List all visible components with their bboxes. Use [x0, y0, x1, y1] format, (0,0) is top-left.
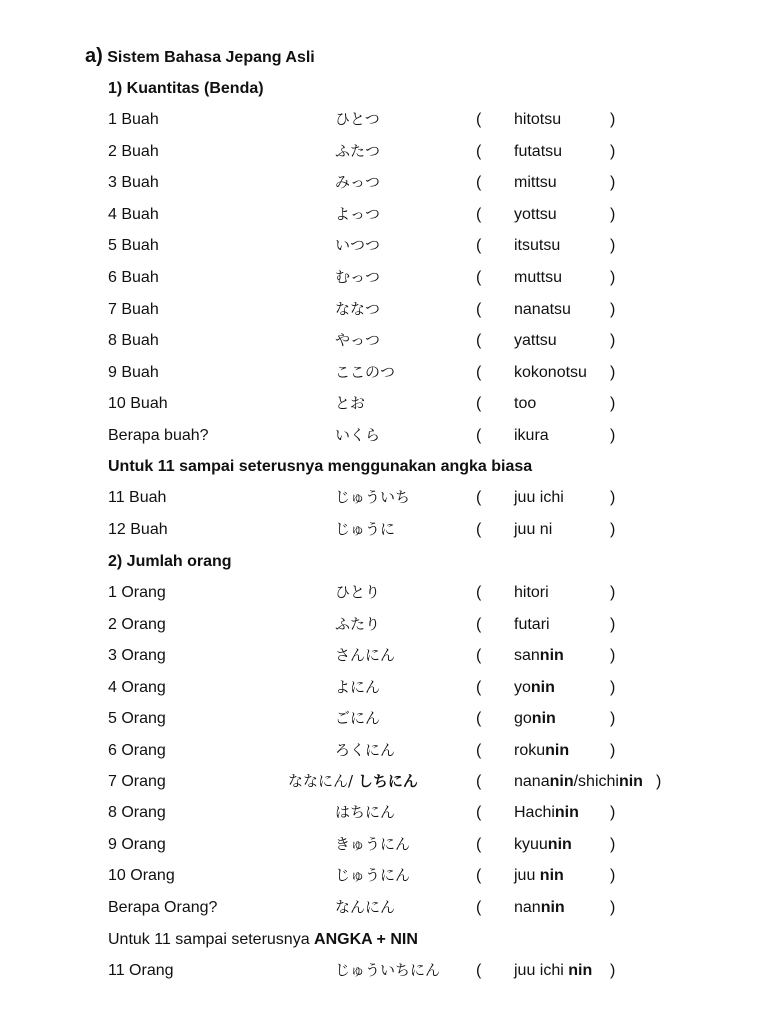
close-paren: ) [610, 395, 616, 413]
romaji-part: nana [514, 773, 550, 790]
table-row [0, 672, 768, 703]
row-kana [288, 766, 418, 797]
close-paren: ) [610, 205, 616, 223]
row-label: 11 Orang [108, 962, 174, 979]
row-kana: みっつ [335, 173, 381, 192]
open-paren: ( [476, 962, 482, 979]
row-romaji [514, 860, 564, 891]
row-label: 1 Buah [108, 111, 159, 128]
row-label: 10 Orang [108, 867, 175, 885]
open-paren: ( [476, 205, 482, 223]
close-paren: ) [610, 647, 616, 665]
table-row [0, 766, 768, 797]
section1-title: 1) Kuantitas (Benda) [108, 80, 264, 97]
romaji-part: Hachi [514, 804, 555, 821]
close-paren: ) [610, 300, 616, 318]
row-romaji: hitotsu [514, 111, 562, 128]
romaji-suffix: nin [539, 867, 564, 885]
row-romaji: itsutsu [514, 237, 561, 255]
row-label: 1 Orang [108, 584, 166, 601]
open-paren: ( [476, 867, 482, 885]
romaji-suffix: nin [545, 742, 570, 759]
table-row [0, 735, 768, 766]
row-romaji [514, 797, 579, 828]
table-row [0, 167, 768, 198]
row-romaji [514, 829, 572, 860]
row-label: 3 Orang [108, 647, 166, 665]
close-paren: ) [610, 142, 616, 160]
section2-title-line [0, 546, 768, 577]
row-label: 12 Buah [108, 521, 168, 538]
row-romaji [514, 577, 549, 608]
open-paren: ( [476, 142, 482, 160]
row-label: 7 Orang [108, 773, 166, 790]
row-kana: ここのつ [335, 362, 396, 381]
open-paren: ( [476, 647, 482, 665]
open-paren: ( [476, 363, 482, 381]
row-label: 7 Buah [108, 300, 159, 318]
close-paren: ) [610, 237, 616, 255]
romaji-part: yo [514, 678, 531, 696]
row-label: 11 Buah [108, 489, 167, 506]
open-paren: ( [476, 898, 482, 916]
row-kana: なんにん [335, 897, 396, 916]
open-paren: ( [476, 237, 482, 255]
row-romaji [514, 640, 564, 671]
row-kana: ひとつ [335, 110, 380, 128]
open-paren: ( [476, 174, 482, 192]
table-row [0, 388, 768, 419]
romaji-part: /shichi [573, 773, 619, 790]
open-paren: ( [476, 742, 482, 759]
romaji-suffix: nin [618, 773, 643, 790]
row-kana: ひとり [335, 583, 381, 601]
table-row [0, 609, 768, 640]
row-label: 8 Orang [108, 804, 166, 821]
row-romaji [514, 735, 569, 766]
row-kana: よっつ [335, 204, 381, 223]
row-romaji: yottsu [514, 205, 557, 223]
row-romaji: too [514, 395, 537, 413]
row-label: 3 Buah [108, 174, 159, 192]
table-row [0, 482, 768, 513]
section1-title-line [0, 73, 768, 104]
row-kana: いつつ [335, 236, 381, 255]
open-paren: ( [476, 395, 482, 413]
row-kana: いくら [335, 426, 381, 444]
row-romaji: kokonotsu [514, 363, 587, 381]
romaji-suffix: nin [540, 898, 565, 916]
table-row [0, 514, 768, 545]
table-row [0, 955, 768, 986]
romaji-part: roku [514, 742, 546, 759]
table-row [0, 230, 768, 261]
row-label: 4 Orang [108, 678, 166, 696]
row-label: Berapa buah? [108, 427, 209, 444]
table-row [0, 199, 768, 230]
section2-note-formula: ANGKA + NIN [314, 931, 418, 948]
heading-title: Sistem Bahasa Jepang Asli [107, 49, 315, 66]
table-row [0, 136, 768, 167]
table-row [0, 892, 768, 923]
heading-line [0, 41, 768, 72]
row-romaji [514, 703, 556, 734]
row-kana: ふたり [335, 614, 381, 633]
section2-note-line [0, 924, 768, 955]
row-romaji [514, 955, 592, 986]
row-label: 8 Buah [108, 332, 159, 350]
romaji-part: futari [514, 615, 550, 633]
row-kana: ろくにん [335, 741, 396, 759]
section1-note-line [0, 451, 768, 482]
row-label: 6 Orang [108, 742, 166, 759]
close-paren: ) [610, 804, 616, 821]
romaji-suffix: nin [530, 678, 555, 696]
table-row [0, 294, 768, 325]
row-kana-b: しちにん [357, 772, 418, 790]
close-paren: ) [610, 898, 616, 916]
romaji-part: go [514, 710, 532, 728]
row-label: 5 Orang [108, 710, 166, 728]
row-romaji: juu ichi [514, 489, 564, 506]
row-label: 10 Buah [108, 395, 168, 413]
row-romaji: ikura [514, 427, 549, 444]
table-row [0, 577, 768, 608]
row-kana: むっつ [335, 268, 381, 286]
table-row [0, 640, 768, 671]
row-romaji [514, 892, 565, 923]
row-kana: ふたつ [335, 141, 381, 160]
open-paren: ( [476, 111, 482, 128]
close-paren: ) [610, 742, 616, 759]
romaji-suffix: nin [531, 710, 556, 728]
table-row [0, 860, 768, 891]
row-romaji [514, 672, 555, 703]
row-romaji [514, 766, 643, 797]
heading-letter: a) [85, 45, 103, 67]
heading [85, 41, 315, 73]
row-romaji: yattsu [514, 332, 557, 350]
row-kana: とお [335, 394, 366, 413]
close-paren: ) [610, 867, 616, 885]
row-kana: ななつ [335, 299, 381, 318]
row-romaji: muttsu [514, 269, 563, 286]
open-paren: ( [476, 710, 482, 728]
close-paren: ) [610, 489, 616, 506]
close-paren: ) [610, 363, 616, 381]
section2-note [108, 924, 418, 955]
table-row [0, 703, 768, 734]
open-paren: ( [476, 678, 482, 696]
row-kana: じゅういち [335, 488, 411, 506]
close-paren: ) [610, 678, 616, 696]
table-row [0, 325, 768, 356]
open-paren: ( [476, 773, 482, 790]
romaji-suffix: nin [539, 647, 564, 665]
open-paren: ( [476, 269, 482, 286]
romaji-part: kyuu [514, 835, 548, 853]
row-romaji [514, 609, 550, 640]
row-label: 6 Buah [108, 269, 159, 286]
section1-note: Untuk 11 sampai seterusnya menggunakan angka biasa [108, 458, 533, 475]
close-paren: ) [610, 710, 616, 728]
table-row [0, 104, 768, 135]
section2-note-text: Untuk 11 sampai seterusnya [108, 931, 315, 948]
close-paren: ) [610, 427, 616, 444]
open-paren: ( [476, 332, 482, 350]
close-paren: ) [610, 111, 616, 128]
row-kana: はちにん [335, 803, 396, 821]
row-romaji: juu ni [514, 521, 553, 538]
open-paren: ( [476, 804, 482, 821]
close-paren: ) [656, 773, 662, 790]
table-row [0, 357, 768, 388]
open-paren: ( [476, 584, 482, 601]
row-romaji: nanatsu [514, 300, 571, 318]
romaji-suffix: nin [549, 773, 574, 790]
row-kana: じゅうに [335, 520, 396, 538]
row-kana: さんにん [335, 646, 396, 665]
table-row [0, 829, 768, 860]
open-paren: ( [476, 615, 482, 633]
close-paren: ) [610, 269, 616, 286]
close-paren: ) [610, 835, 616, 853]
row-label: 4 Buah [108, 205, 159, 223]
table-row [0, 262, 768, 293]
row-romaji: mittsu [514, 174, 557, 192]
row-kana: じゅういちにん [335, 961, 441, 979]
row-label: 9 Buah [108, 363, 159, 381]
table-row [0, 420, 768, 451]
table-row [0, 797, 768, 828]
romaji-part: juu [514, 867, 540, 885]
open-paren: ( [476, 489, 482, 506]
open-paren: ( [476, 521, 482, 538]
romaji-suffix: nin [547, 835, 572, 853]
row-kana-a: ななにん/ [288, 772, 354, 790]
romaji-part: hitori [514, 584, 549, 601]
romaji-part: san [514, 647, 540, 665]
row-kana: じゅうにん [335, 866, 411, 885]
row-kana: やっつ [335, 331, 381, 350]
close-paren: ) [610, 962, 616, 979]
open-paren: ( [476, 427, 482, 444]
romaji-part: nan [514, 898, 541, 916]
section2-title: 2) Jumlah orang [108, 553, 232, 570]
open-paren: ( [476, 300, 482, 318]
row-kana: よにん [335, 677, 381, 696]
close-paren: ) [610, 174, 616, 192]
row-kana: ごにん [335, 709, 381, 728]
row-label: Berapa Orang? [108, 898, 218, 916]
close-paren: ) [610, 521, 616, 538]
row-label: 2 Buah [108, 142, 159, 160]
romaji-suffix: nin [568, 962, 593, 979]
romaji-suffix: nin [554, 804, 579, 821]
open-paren: ( [476, 835, 482, 853]
close-paren: ) [610, 584, 616, 601]
row-label: 9 Orang [108, 835, 166, 853]
romaji-part: juu ichi [514, 962, 569, 979]
row-label: 5 Buah [108, 237, 159, 255]
row-label: 2 Orang [108, 615, 166, 633]
close-paren: ) [610, 332, 616, 350]
row-kana: きゅうにん [335, 834, 411, 853]
row-romaji: futatsu [514, 142, 563, 160]
close-paren: ) [610, 615, 616, 633]
